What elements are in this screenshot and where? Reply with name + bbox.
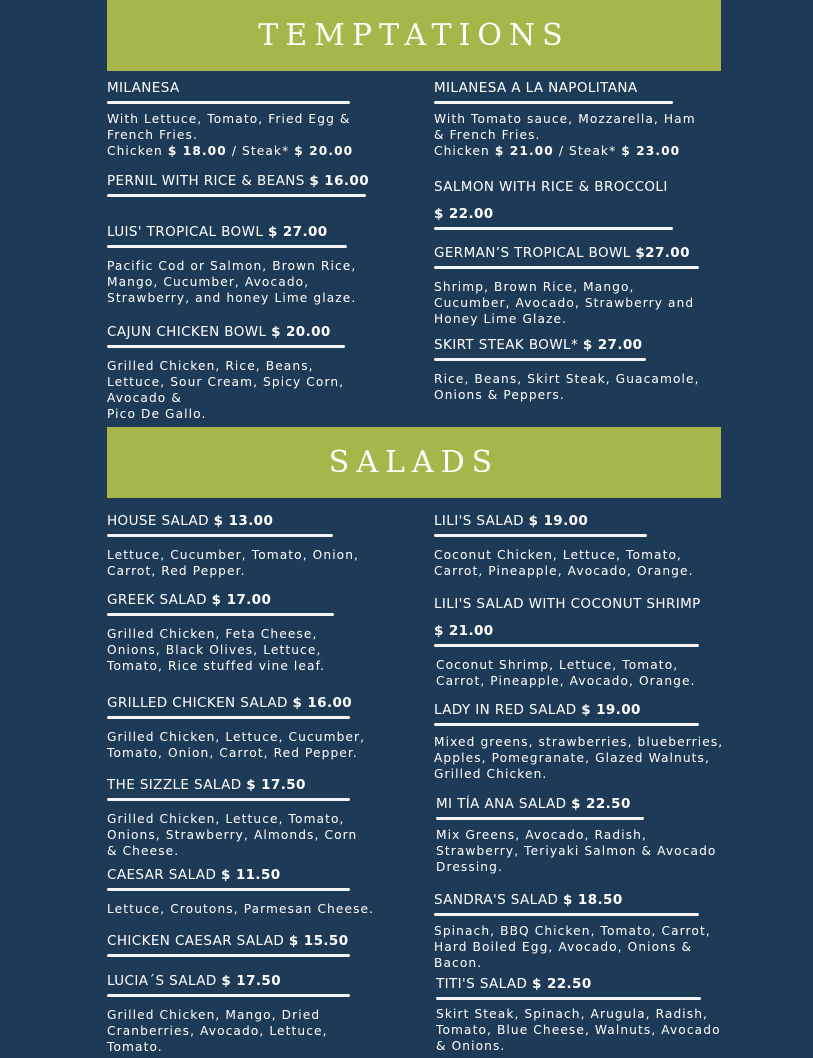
item-name: LUCIA´S SALAD $ 17.50 [107, 973, 282, 989]
menu-item-lucia-salad [107, 973, 407, 1055]
item-description: Grilled Chicken, Lettuce, Cucumber, Tomato, Onion, Carrot, Red Pepper. [107, 729, 366, 760]
item-price: $ 16.00 [309, 173, 369, 189]
menu-item-caesar-salad [107, 867, 407, 917]
item-price: $ 17.50 [246, 777, 306, 793]
temptations-title: TEMPTATIONS [258, 18, 570, 53]
steak-price: $ 23.00 [621, 143, 681, 158]
item-description: Coconut Chicken, Lettuce, Tomato, Carrot, Pineapple, Avocado, Orange. [434, 547, 694, 578]
item-price: $ 18.50 [563, 892, 623, 908]
item-price: $ 20.00 [271, 324, 331, 340]
item-description: Grilled Chicken, Feta Cheese, Onions, Black Olives, Lettuce, Tomato, Rice stuffed vine leaf. [107, 626, 326, 673]
menu-item-house-salad [107, 513, 407, 579]
menu-item-german-bowl [434, 245, 734, 327]
item-name: GREEK SALAD $ 17.00 [107, 592, 272, 608]
item-name: SKIRT STEAK BOWL* $ 27.00 [434, 337, 643, 353]
item-description: Grilled Chicken, Rice, Beans, Lettuce, Sour Cream, Spicy Corn, Avocado & Pico De Gallo. [107, 358, 345, 421]
salads-banner [107, 427, 721, 498]
chicken-price: $ 21.00 [494, 143, 554, 158]
item-name: CAESAR SALAD $ 11.50 [107, 867, 281, 883]
divider [107, 345, 345, 348]
divider [434, 358, 646, 361]
menu-item-sandra-salad [434, 892, 734, 971]
menu-item-chicken-caesar-salad [107, 933, 407, 957]
divider [434, 227, 673, 230]
item-description: Mixed greens, strawberries, blueberries, Apples, Pomegranate, Glazed Walnuts, Grilled Chicken. [434, 734, 724, 781]
menu-item-cajun-bowl [107, 324, 407, 422]
temptations-banner [107, 0, 721, 71]
item-name: CAJUN CHICKEN BOWL $ 20.00 [107, 324, 331, 340]
divider [107, 954, 350, 957]
item-description: Pacific Cod or Salmon, Brown Rice, Mango, Cucumber, Avocado, Strawberry, and honey Lime glaze. [107, 258, 357, 305]
item-name: THE SIZZLE SALAD $ 17.50 [107, 777, 306, 793]
item-price: $ 27.00 [267, 224, 328, 240]
divider [107, 716, 350, 719]
chicken-price: $ 18.00 [167, 143, 227, 158]
item-name: LILI'S SALAD WITH COCONUT SHRIMP [434, 596, 701, 612]
item-description: With Lettuce, Tomato, Fried Egg & French Fries. Chicken $ 18.00 / Steak* $ 20.00 [107, 111, 354, 158]
item-price: $ 11.50 [220, 867, 281, 883]
item-name: MI TÍA ANA SALAD $ 22.50 [436, 796, 631, 812]
menu-item-greek-salad [107, 592, 407, 674]
menu-item-luis-bowl [107, 224, 407, 306]
item-name: MILANESA A LA NAPOLITANA [434, 80, 638, 96]
item-description: Grilled Chicken, Mango, Dried Cranberries, Avocado, Lettuce, Tomato. [107, 1007, 328, 1054]
divider [434, 101, 673, 104]
menu-item-lili-salad [434, 513, 734, 579]
item-price: $27.00 [635, 245, 690, 261]
menu-item-lady-in-red-salad [434, 702, 734, 782]
divider [107, 798, 350, 801]
item-name: SALMON WITH RICE & BROCCOLI [434, 179, 668, 195]
item-price: $ 13.00 [213, 513, 274, 529]
divider [434, 534, 647, 537]
salads-title: SALADS [328, 445, 500, 480]
item-price: $ 19.00 [528, 513, 589, 529]
divider [436, 817, 644, 820]
item-name: GERMAN’S TROPICAL BOWL $27.00 [434, 245, 690, 261]
divider [107, 245, 347, 248]
divider [434, 723, 699, 726]
divider [436, 997, 701, 1000]
divider [107, 194, 366, 197]
item-price: $ 16.00 [292, 695, 353, 711]
item-price: $ 27.00 [582, 337, 643, 353]
divider [107, 994, 350, 997]
menu-item-napolitana [434, 80, 734, 159]
item-price: $ 17.00 [211, 592, 272, 608]
item-price: $ 19.00 [581, 702, 641, 718]
item-price: $ 22.50 [532, 976, 592, 992]
item-description: Skirt Steak, Spinach, Arugula, Radish, Tomato, Blue Cheese, Walnuts, Avocado & Onions. [436, 1006, 721, 1053]
item-name: PERNIL WITH RICE & BEANS $ 16.00 [107, 173, 369, 189]
menu-item-lili-shrimp-salad [434, 596, 734, 689]
divider [434, 644, 699, 647]
menu-item-sizzle-salad [107, 777, 407, 859]
item-name: SANDRA'S SALAD $ 18.50 [434, 892, 623, 908]
item-name: GRILLED CHICKEN SALAD $ 16.00 [107, 695, 353, 711]
divider [434, 266, 699, 269]
item-description: Spinach, BBQ Chicken, Tomato, Carrot, Hard Boiled Egg, Avocado, Onions & Bacon. [434, 923, 711, 970]
divider [107, 534, 333, 537]
menu-item-mi-tia-ana-salad [436, 796, 736, 875]
menu-item-grilled-chicken-salad [107, 695, 407, 761]
menu-item-skirt-bowl [434, 337, 734, 403]
menu-item-salmon [434, 179, 734, 230]
menu-item-titi-salad [436, 976, 736, 1054]
item-description: With Tomato sauce, Mozzarella, Ham & French Fries. Chicken $ 21.00 / Steak* $ 23.00 [434, 111, 696, 158]
divider [107, 101, 350, 104]
item-name: MILANESA [107, 80, 180, 96]
item-price: $ 21.00 [434, 623, 494, 639]
item-name: LUIS' TROPICAL BOWL $ 27.00 [107, 224, 328, 240]
item-price: $ 15.50 [288, 933, 349, 949]
item-name: TITI'S SALAD $ 22.50 [436, 976, 592, 992]
item-price: $ 22.50 [571, 796, 631, 812]
item-description: Mix Greens, Avocado, Radish, Strawberry, Teriyaki Salmon & Avocado Dressing. [436, 827, 717, 874]
item-name: HOUSE SALAD $ 13.00 [107, 513, 274, 529]
divider [107, 888, 350, 891]
item-description: Rice, Beans, Skirt Steak, Guacamole, Onions & Peppers. [434, 371, 700, 402]
item-name: LILI'S SALAD $ 19.00 [434, 513, 589, 529]
menu-item-pernil [107, 173, 407, 197]
menu-item-milanesa [107, 80, 407, 159]
item-name: CHICKEN CAESAR SALAD $ 15.50 [107, 933, 349, 949]
steak-price: $ 20.00 [294, 143, 354, 158]
item-description: Grilled Chicken, Lettuce, Tomato, Onions, Strawberry, Almonds, Corn & Cheese. [107, 811, 358, 858]
item-description: Lettuce, Croutons, Parmesan Cheese. [107, 901, 375, 916]
item-description: Shrimp, Brown Rice, Mango, Cucumber, Avocado, Strawberry and Honey Lime Glaze. [434, 279, 695, 326]
divider [107, 613, 334, 616]
item-price: $ 17.50 [221, 973, 282, 989]
divider [434, 913, 699, 916]
item-description: Coconut Shrimp, Lettuce, Tomato, Carrot, Pineapple, Avocado, Orange. [436, 657, 696, 688]
item-description: Lettuce, Cucumber, Tomato, Onion, Carrot, Red Pepper. [107, 547, 360, 578]
item-name: LADY IN RED SALAD $ 19.00 [434, 702, 641, 718]
item-price: $ 22.00 [434, 206, 494, 222]
